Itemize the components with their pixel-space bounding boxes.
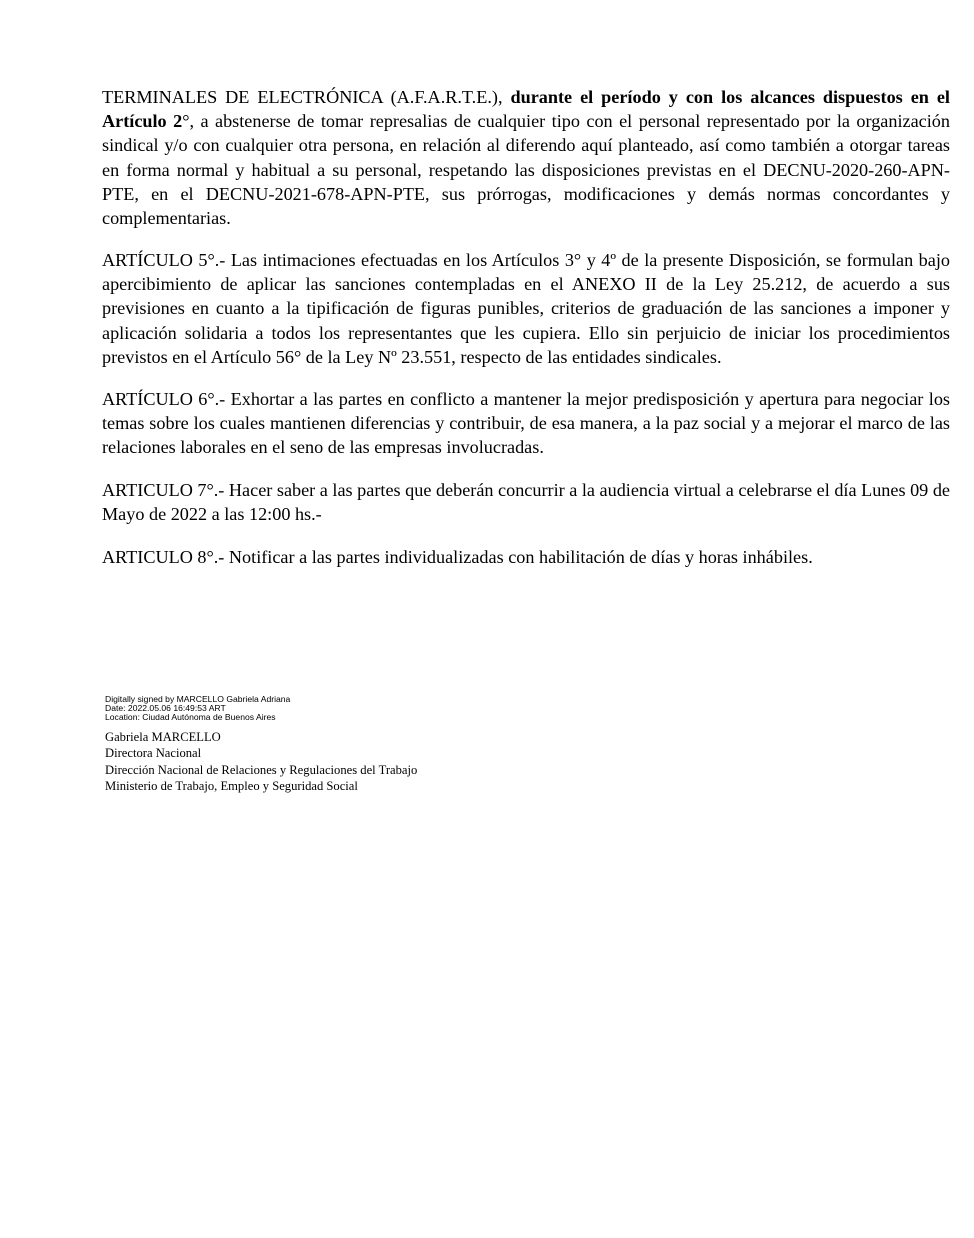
signed-by-line: Digitally signed by MARCELLO Gabriela Adriana [105,694,291,704]
signatory-name: Gabriela MARCELLO [105,730,221,744]
paragraph-article-7: ARTICULO 7°.- Hacer saber a las partes que deberán concurrir a la audiencia virtual a celebrarse el día Lunes 09 de Mayo de 2022 a las 12:00 hs.- [102,480,950,525]
signatory-ministry: Ministerio de Trabajo, Empleo y Seguridad Social [105,778,358,793]
paragraph-article-6: ARTÍCULO 6°.- Exhortar a las partes en conflicto a mantener la mejor predisposición y apertura para negociar los temas sobre los cuales mantienen diferencias y contribuir, de esa manera, a la paz social y a mejorar el marco de las relaciones laborales en el seno de las empresas involucradas. [102,389,950,458]
paragraph-text: °, a abstenerse de tomar represalias de cualquier tipo con el personal representado por la organización sindical y/o con cualquier otra persona, en relación al diferendo aquí planteado, así como también a otorgar tareas en forma normal y habitual a su personal, respetando las disposiciones previstas en el DECNU-2020-260-APN-PTE, en el DECNU-2021-678-APN-PTE, sus prórrogas, modificaciones y demás normas concordantes y complementarias. [102,111,950,229]
signatory-department: Dirección Nacional de Relaciones y Regulaciones del Trabajo [105,763,418,778]
paragraph-article-4-continuation [102,85,950,230]
paragraph-article-5: ARTÍCULO 5°.- Las intimaciones efectuadas en los Artículos 3° y 4º de la presente Disposición, se formulan bajo apercibimiento de aplicar las sanciones contempladas en el ANEXO II de la Ley 25.212, de acuerdo a sus previsiones en cuanto a la tipificación de figuras punibles, criterios de graduación de las sanciones a imponer y aplicación solidaria a todos los representantes que les cupiera. Ello sin perjuicio de iniciar los procedimientos previstos en el Artículo 56° de la Ley Nº 23.551, respecto de las entidades sindicales. [102,250,950,367]
paragraph-article-8: ARTICULO 8°.- Notificar a las partes individualizadas con habilitación de días y horas inhábiles. [102,547,813,567]
digital-signature-stamp [105,695,290,723]
paragraph-text: TERMINALES DE ELECTRÓNICA (A.F.A.R.T.E.), [102,87,511,107]
signatory-title: Directora Nacional [105,745,202,760]
signature-date-line: Date: 2022.05.06 16:49:53 ART [105,703,226,714]
paragraph-bold-text: durante el período y con los alcances dispuestos en el Artículo 2 [102,87,950,132]
signatory-block [105,730,417,794]
signature-location-line: Location: Ciudad Autónoma de Buenos Aires [105,712,276,723]
